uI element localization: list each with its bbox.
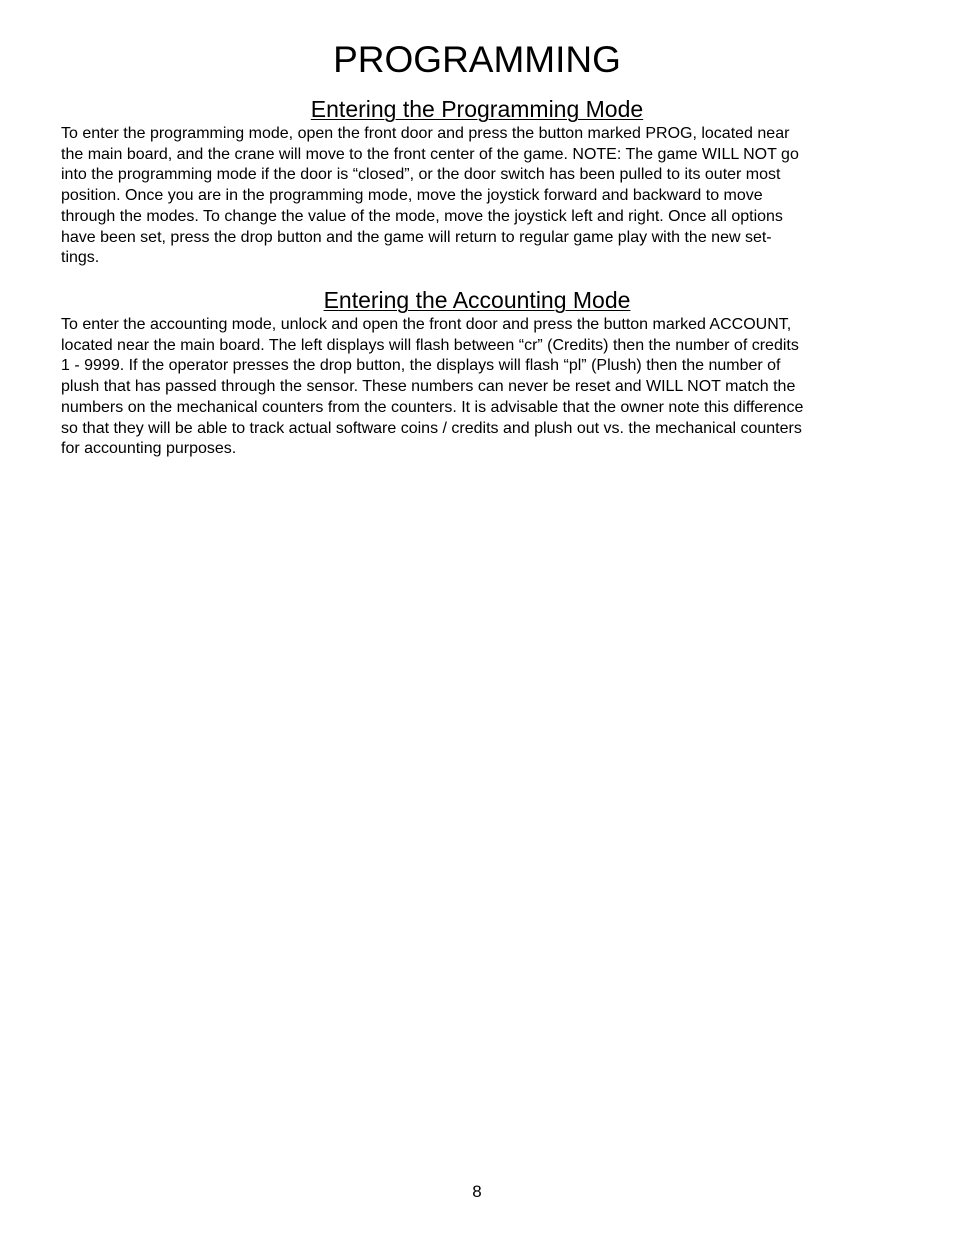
paragraph-line: 1 - 9999. If the operator presses the drop button, the displays will flash “pl” (Plush) then the number of	[61, 357, 781, 375]
paragraph-line: tings.	[61, 249, 100, 267]
programming-mode-paragraph	[61, 124, 895, 269]
paragraph-line: To enter the accounting mode, unlock and open the front door and press the button marked ACCOUNT,	[61, 316, 792, 333]
paragraph-line: To enter the programming mode, open the front door and press the button marked PROG, located near	[61, 125, 790, 142]
paragraph-line: into the programming mode if the door is “closed”, or the door switch has been pulled to its outer most	[61, 166, 781, 184]
paragraph-line: plush that has passed through the sensor. These numbers can never be reset and WILL NOT match the	[61, 378, 796, 396]
paragraph-line: located near the main board. The left displays will flash between “cr” (Credits) then the number of credits	[61, 336, 799, 354]
paragraph-line: numbers on the mechanical counters from the counters. It is advisable that the owner note this difference	[61, 398, 804, 416]
section-heading-accounting-mode: Entering the Accounting Mode	[323, 287, 631, 313]
paragraph-line: the main board, and the crane will move to the front center of the game. NOTE: The game WILL NOT go	[61, 145, 799, 163]
paragraph-line: for accounting purposes.	[61, 440, 237, 458]
page-title: PROGRAMMING	[333, 39, 621, 80]
paragraph-line: position. Once you are in the programming mode, move the joystick forward and backward to move	[61, 187, 763, 205]
paragraph-line: so that they will be able to track actual software coins / credits and plush out vs. the mechanical counters	[61, 419, 802, 437]
section-heading-programming-mode: Entering the Programming Mode	[310, 96, 644, 122]
paragraph-line: have been set, press the drop button and the game will return to regular game play with the new set-	[61, 228, 772, 246]
page-number: 8	[472, 1182, 482, 1201]
paragraph-line: through the modes. To change the value of the mode, move the joystick left and right. Once all options	[61, 207, 783, 225]
accounting-mode-paragraph	[61, 315, 895, 460]
